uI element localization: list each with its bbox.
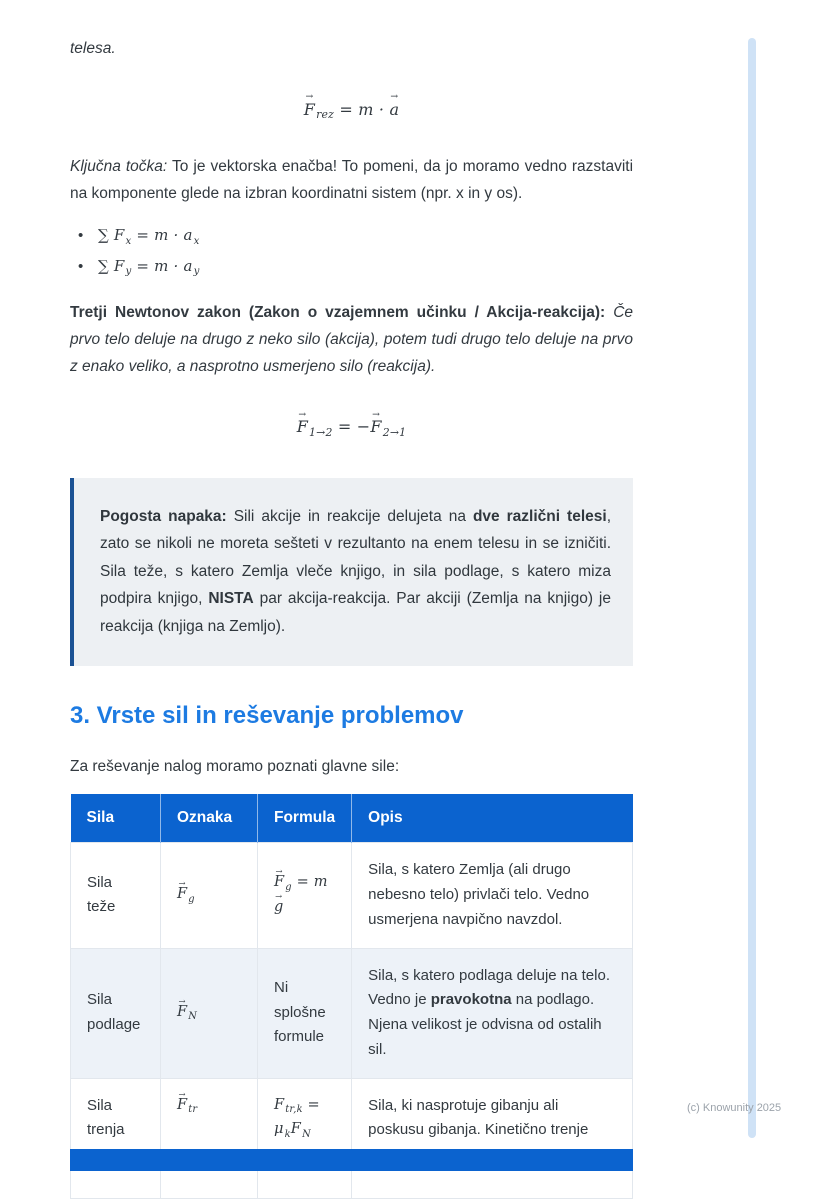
bullet-item	[76, 252, 633, 282]
tretji-lead: Tretji Newtonov zakon (Zakon o vzajemnem učinku / Akcija-reakcija):	[70, 304, 606, 322]
col-header-oznaka: Oznaka	[161, 794, 258, 843]
formula-f-rez: $F \to_{rez} = m \cdot a$ →	[70, 95, 633, 126]
paragraph-intro: telesa.	[70, 40, 116, 57]
cell-opis: Sila, s katero Zemlja (ali drugo nebesno telo) privlači telo. Vedno usmerjena navpično navzdol.	[352, 843, 633, 948]
bullet-item	[76, 221, 633, 251]
col-header-opis: Opis	[352, 794, 633, 843]
section-heading: 3. Vrste sil in reševanje problemov	[70, 701, 464, 729]
cell-oznaka: $F \to_N$	[161, 948, 258, 1078]
table-header-row	[71, 794, 633, 843]
next-table-header-partial	[70, 1149, 633, 1171]
paragraph-tretji-zakon	[70, 300, 633, 380]
tretji-text: Če prvo telo deluje na drugo z neko silo (akcija), potem tudi drugo telo deluje na prvo z enako veliko, a nasprotno usmerjeno silo (reakcija).	[70, 304, 634, 375]
callout-common-mistake	[70, 478, 633, 666]
bullet-list	[76, 221, 633, 282]
formula-sum-fx: ∑ $F_x = m \cdot a_x$	[98, 226, 200, 247]
watermark: (c) Knowunity 2025	[687, 1102, 782, 1114]
cell-oznaka: $F \to_g$	[161, 843, 258, 948]
callout-text: Pogosta napaka: Sili akcije in reakcije delujeta na dve različni telesi, zato se nikoli ne moreta sešteti v rezultanto na enem telesu in se izničiti. Sila teže, s katero Zemlja vleče knjigo, in sila podlage, s katero miza podpira knjigo, NISTA par akcija-reakcija. Par akciji (Zemlja na knjigo) je reakcija (knjiga na Zemljo).	[100, 507, 611, 636]
cell-sila: Sila teže	[71, 843, 161, 948]
kljucna-text: To je vektorska enačba! To pomeni, da jo moramo vedno razstaviti na komponente glede na izbran koordinatni sistem (npr. x in y os).	[70, 158, 634, 202]
cell-sila: Sila trenja	[71, 1078, 161, 1198]
cell-formula: $F_{tr,k} = \mu_kF_N$	[258, 1078, 352, 1198]
forces-table	[70, 794, 633, 1198]
kljucna-lead: Ključna točka:	[70, 158, 168, 176]
document-content	[70, 36, 633, 1199]
cell-sila: Sila podlage	[71, 948, 161, 1078]
formula-sum-fy: ∑ $F_y = m \cdot a_y$	[98, 256, 200, 278]
col-header-sila: Sila	[71, 794, 161, 843]
table-row-sila-podlage	[71, 948, 633, 1078]
scrollbar-thumb[interactable]	[748, 38, 756, 1138]
formula-action-reaction: $F \to_{1\to 2} = -F \to_{2\to 1}$	[70, 412, 633, 443]
table-row-sila-teze	[71, 843, 633, 948]
paragraph-kljucna	[70, 154, 633, 207]
cell-opis: Sila, s katero podlaga deluje na telo. Vedno je pravokotna na podlago. Njena velikost je odvisna od ostalih sil.	[352, 948, 633, 1078]
cell-oznaka: $F \to_{tr}$	[161, 1078, 258, 1198]
cell-formula: $F \to_g$ = mg →	[258, 843, 352, 948]
cell-opis: Sila, ki nasprotuje gibanju ali poskusu gibanja. Kinetično trenje	[352, 1078, 633, 1198]
cell-formula: Ni splošne formule	[258, 948, 352, 1078]
col-header-formula: Formula	[258, 794, 352, 843]
paragraph-table-intro: Za reševanje nalog moramo poznati glavne sile:	[70, 757, 400, 775]
table-row-sila-trenja	[71, 1078, 633, 1198]
